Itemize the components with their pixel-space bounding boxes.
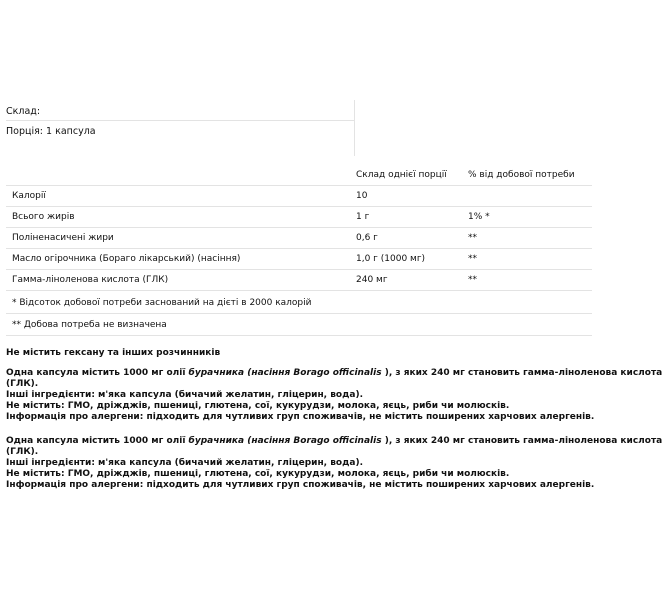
row-amount: 0,6 г — [356, 233, 378, 243]
table-row — [6, 269, 592, 291]
divider — [6, 120, 354, 121]
description-line: Одна капсула містить 1000 мг олії бурачника (насіння Borago officinalis ), з яких 240 мг становить гамма-ліноленова кислота — [6, 436, 662, 446]
table-header-row — [6, 164, 592, 186]
ingredients-line: Інші інгредієнти: м'яка капсула (бичачий желатин, гліцерин, вода). — [6, 458, 363, 468]
row-name: Всього жирів — [12, 212, 75, 222]
row-amount: 10 — [356, 191, 368, 201]
row-amount: 1 г — [356, 212, 370, 222]
row-name: Гамма-ліноленова кислота (ГЛК) — [12, 275, 169, 285]
column-header-amount: Склад однієї порції — [356, 170, 447, 180]
table-row — [6, 185, 592, 207]
row-name: Поліненасичені жири — [12, 233, 114, 243]
description-line: (ГЛК). — [6, 379, 39, 389]
footnote-row — [6, 314, 592, 336]
footnote-not-established: ** Добова потреба не визначена — [12, 320, 167, 330]
description-line: Одна капсула містить 1000 мг олії бурачника (насіння Borago officinalis ), з яких 240 мг становить гамма-ліноленова кислота — [6, 368, 662, 378]
free-from-line: Не містить: ГМО, дріжджів, пшениці, глютена, сої, кукурудзи, молока, яєць, риби чи молюсків. — [6, 401, 510, 411]
row-daily-value: ** — [468, 254, 477, 264]
row-amount: 1,0 г (1000 мг) — [356, 254, 426, 264]
description-block-2 — [6, 436, 662, 491]
description-block-1 — [6, 368, 662, 423]
ingredients-line: Інші інгредієнти: м'яка капсула (бичачий желатин, гліцерин, вода). — [6, 390, 363, 400]
table-row — [6, 248, 592, 270]
composition-label: Склад: — [6, 106, 41, 117]
table-row — [6, 206, 592, 228]
table-row — [6, 227, 592, 249]
row-daily-value: 1% * — [468, 212, 490, 222]
row-name: Масло огірочника (Бораго лікарський) (насіння) — [12, 254, 241, 264]
row-daily-value: ** — [468, 233, 477, 243]
serving-label: Порція: 1 капсула — [6, 126, 96, 137]
footnote-daily-value: * Відсоток добової потреби заснований на дієті в 2000 калорій — [12, 298, 312, 308]
column-header-daily-value: % від добової потреби — [468, 170, 575, 180]
free-from-line: Не містить: ГМО, дріжджів, пшениці, глютена, сої, кукурудзи, молока, яєць, риби чи молюсків. — [6, 469, 510, 479]
row-amount: 240 мг — [356, 275, 388, 285]
allergen-line: Інформація про алергени: підходить для чутливих груп споживачів, не містить поширених харчових алергенів. — [6, 480, 595, 490]
row-name: Калорії — [12, 191, 46, 201]
allergen-line: Інформація про алергени: підходить для чутливих груп споживачів, не містить поширених харчових алергенів. — [6, 412, 595, 422]
description-line: (ГЛК). — [6, 447, 39, 457]
no-hexane-note: Не містить гексану та інших розчинників — [6, 348, 221, 358]
footnote-row — [6, 292, 592, 314]
row-daily-value: ** — [468, 275, 477, 285]
